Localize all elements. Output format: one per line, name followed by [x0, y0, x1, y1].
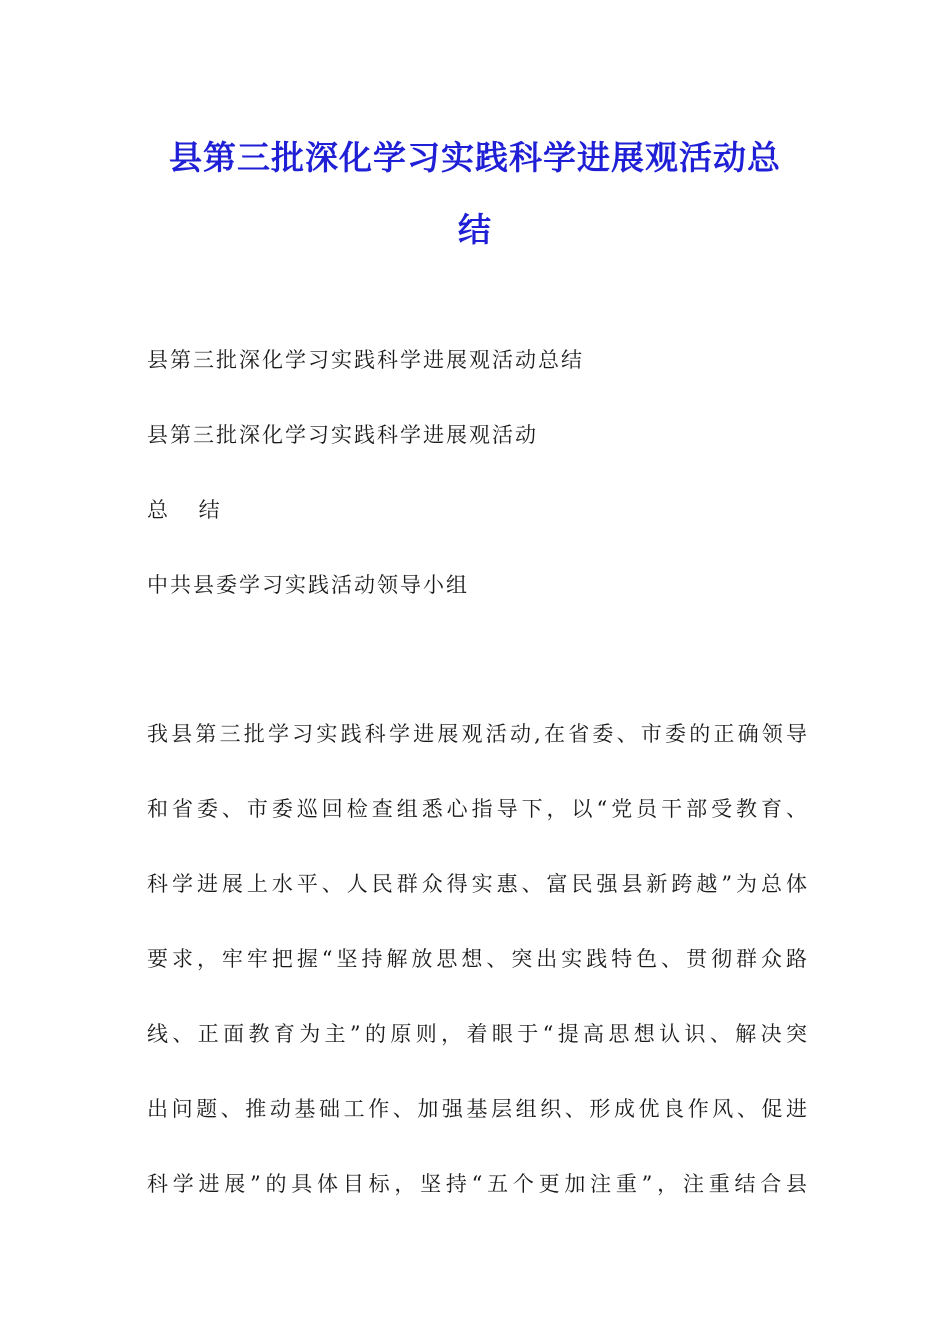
- meta-line-activity-name: 县第三批深化学习实践科学进展观活动: [147, 423, 538, 447]
- body-text-line: 要求，牢牢把握“坚持解放思想、突出实践特色、贯彻群众路: [147, 947, 807, 971]
- body-text-line: 线、正面教育为主”的原则，着眼于“提高思想认识、解决突: [147, 1022, 807, 1046]
- page-title-line-1: 县第三批深化学习实践科学进展观活动总: [169, 138, 781, 177]
- page-title-line-2: 结: [458, 210, 492, 249]
- meta-line-document-title: 县第三批深化学习实践科学进展观活动总结: [147, 348, 584, 372]
- meta-line-author: 中共县委学习实践活动领导小组: [147, 573, 469, 597]
- body-text-line: 科学进展”的具体目标，坚持“五个更加注重”，注重结合县: [147, 1172, 807, 1196]
- body-text-line: 出问题、推动基础工作、加强基层组织、形成优良作风、促进: [147, 1097, 807, 1121]
- body-text-line: 和省委、市委巡回检查组悉心指导下，以“党员干部受教育、: [147, 797, 807, 821]
- body-text-line: 科学进展上水平、人民群众得实惠、富民强县新跨越”为总体: [147, 872, 807, 896]
- body-text-line: 我县第三批学习实践科学进展观活动,在省委、市委的正确领导: [147, 722, 807, 746]
- meta-line-summary-label: 总 结: [147, 498, 232, 522]
